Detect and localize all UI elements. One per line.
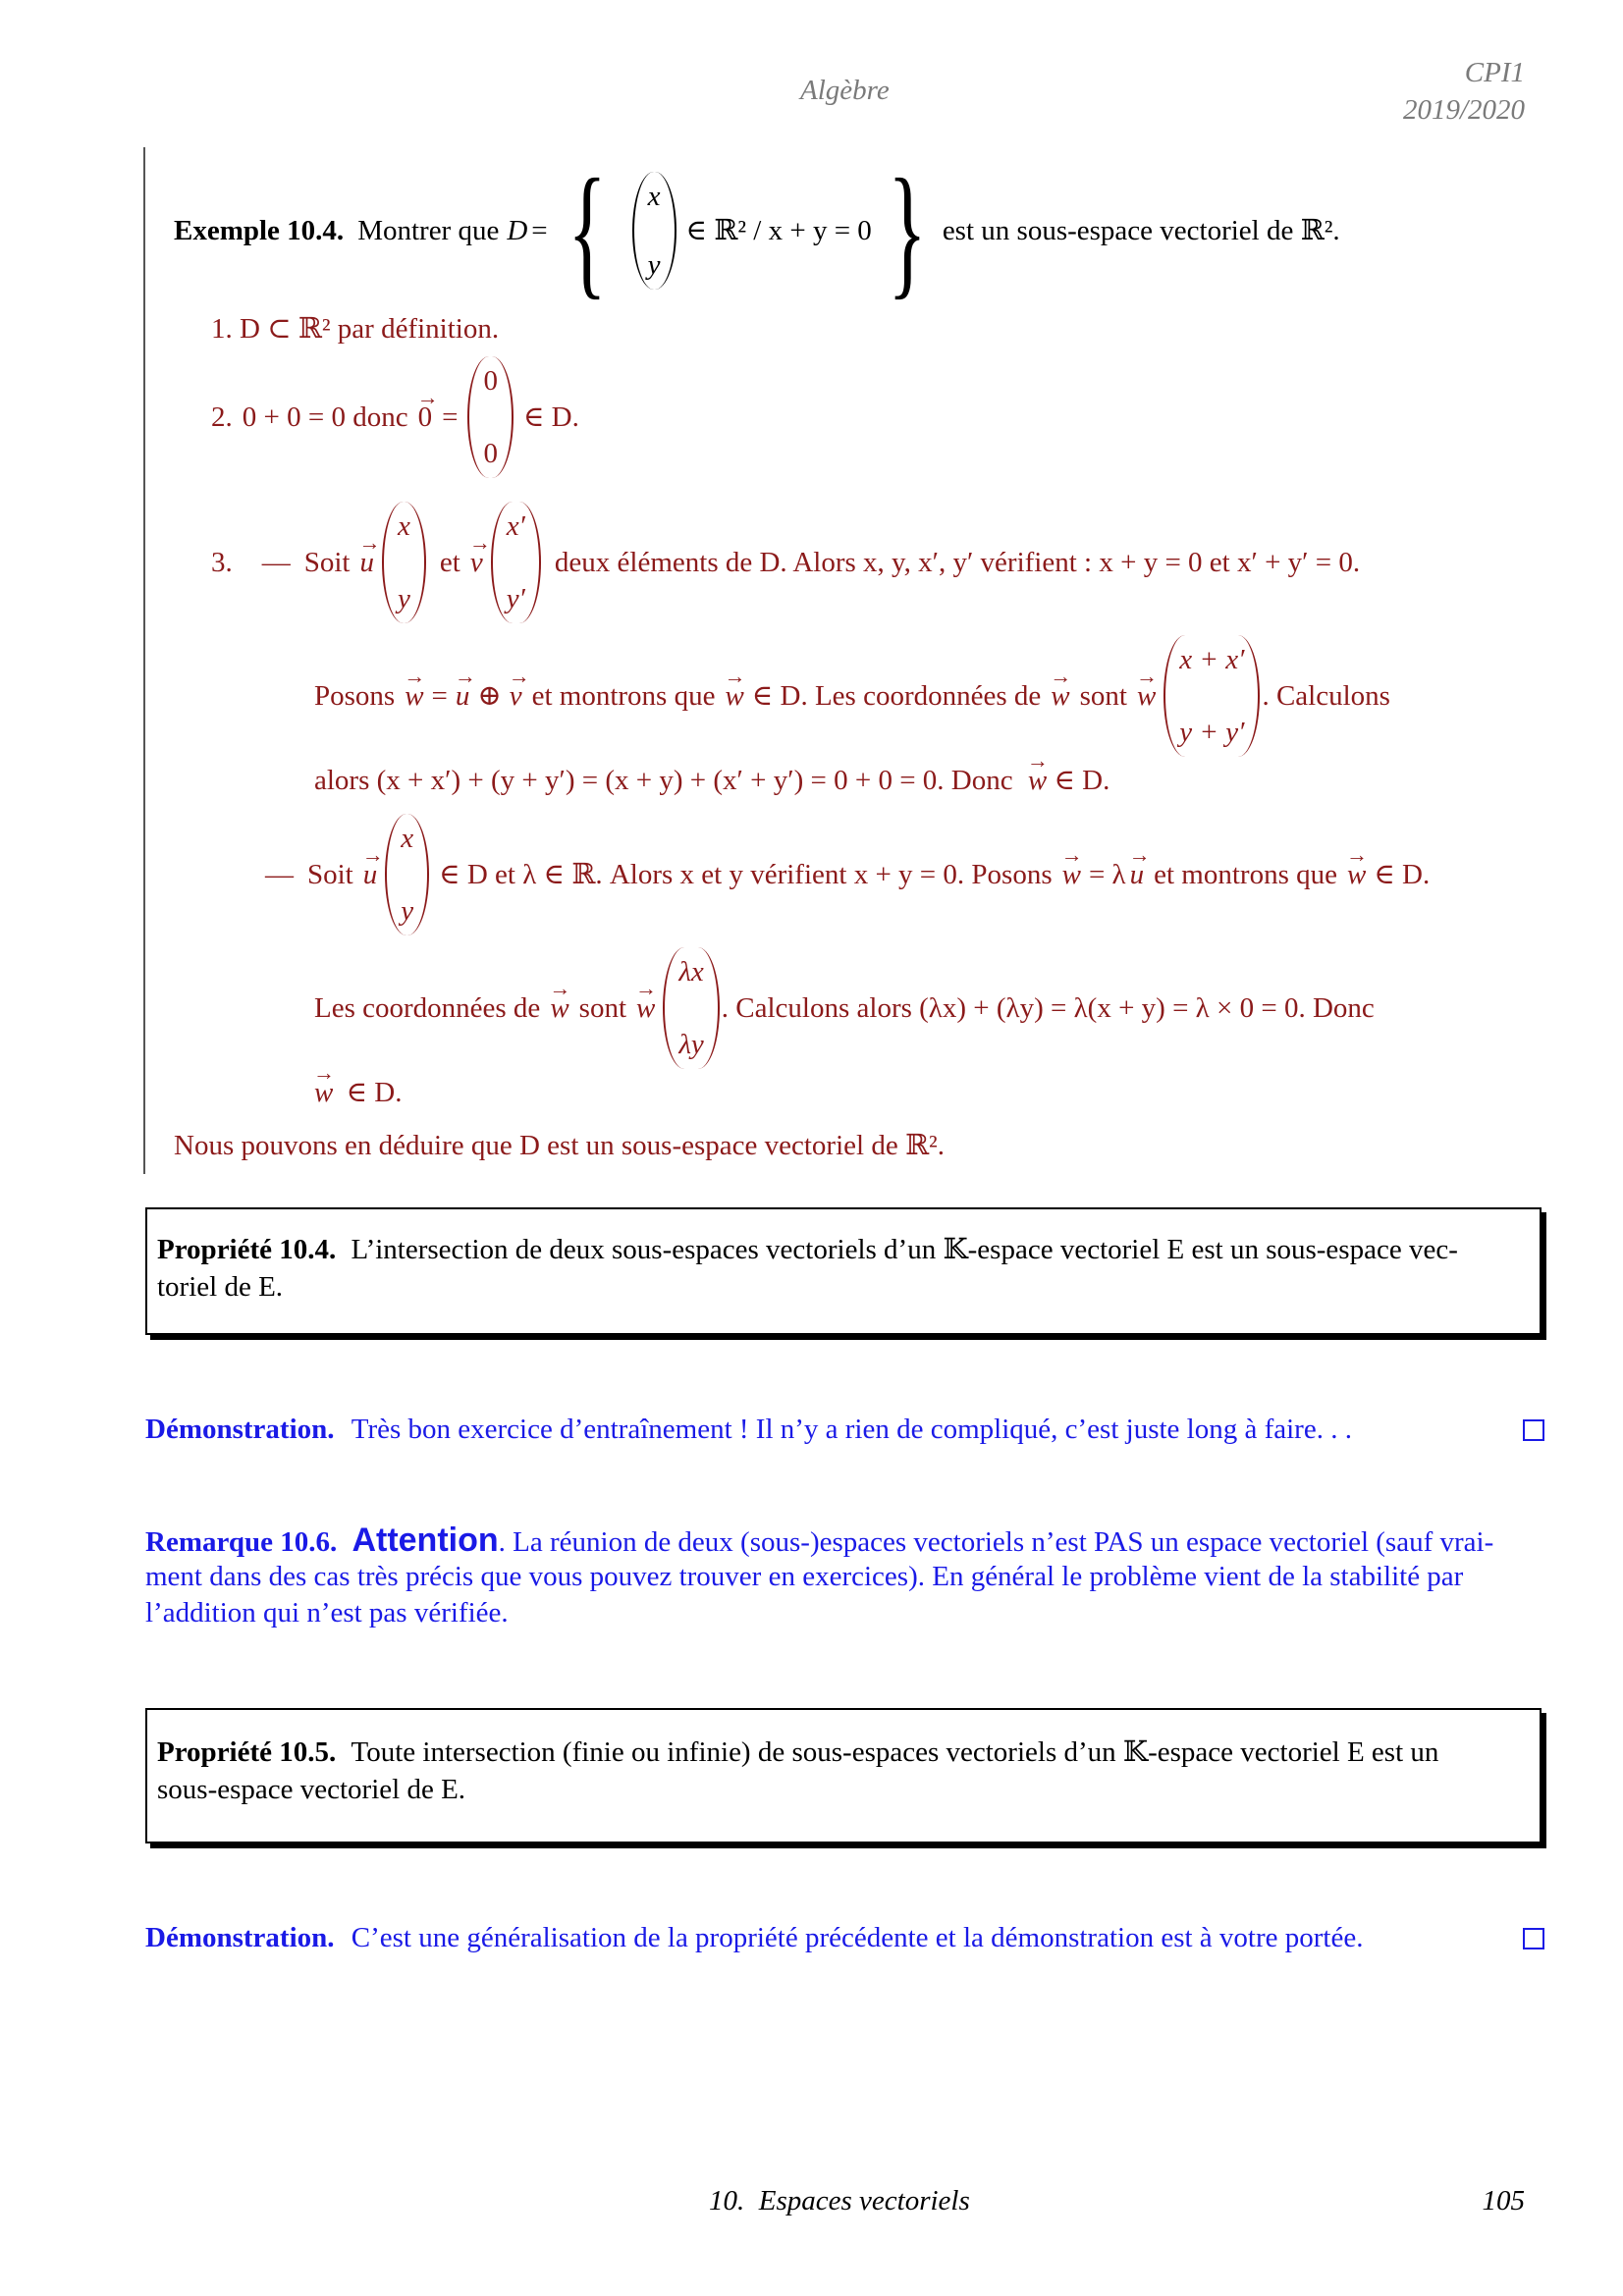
sont-text: sont	[578, 992, 626, 1024]
property-10-4-line2: toriel de E.	[157, 1271, 284, 1303]
vector-v-top: x′	[506, 510, 525, 542]
step-1	[211, 310, 499, 347]
property-10-4-text: L’intersection de deux sous-espaces vectoriels d’un 𝕂-espace vectoriel E est un sous-espace vec-	[351, 1234, 1458, 1265]
step-3-number: 3.	[211, 547, 233, 578]
example-conclusion: est un sous-espace vectoriel de ℝ².	[942, 215, 1340, 246]
soit-text: Soit	[307, 859, 353, 890]
demonstration-1	[145, 1411, 1352, 1448]
step-2-pre: 0 + 0 = 0 donc	[242, 401, 408, 433]
qed-square	[1523, 1928, 1544, 1949]
step-1-text: D ⊂ ℝ² par définition.	[240, 313, 500, 345]
step-2	[211, 353, 579, 481]
demonstration-2	[145, 1919, 1363, 1956]
example-label: Exemple 10.4.	[174, 215, 345, 246]
step-3f	[314, 1074, 403, 1111]
property-10-4-box	[145, 1207, 1542, 1335]
lambda-column	[663, 947, 719, 1069]
property-10-5-box	[145, 1708, 1542, 1843]
vector-w: → w	[725, 677, 743, 715]
step-3c-text: alors (x + x′) + (y + y′) = (x + y) + (x′ + y′) = 0 + 0 = 0. Donc	[314, 765, 1013, 796]
vector-u-top: x	[398, 510, 410, 542]
attention-heading: Attention	[352, 1522, 499, 1559]
property-10-5-label: Propriété 10.5.	[157, 1736, 337, 1768]
header-class: CPI1	[1464, 57, 1525, 88]
vector-v-bottom: y′	[506, 583, 525, 614]
dash: —	[265, 859, 294, 890]
step-3d-mid: ∈ D et λ ∈ ℝ. Alors x et y vérifient x + y = 0. Posons	[439, 859, 1053, 890]
vector-w-column	[1163, 635, 1260, 757]
demonstration-2-label: Démonstration.	[145, 1922, 335, 1953]
remark-line3: l’addition qui n’est pas vérifiée.	[145, 1597, 509, 1629]
right-brace: }	[888, 149, 927, 312]
remark-label: Remarque 10.6.	[145, 1526, 338, 1558]
header-subject: Algèbre	[800, 75, 890, 106]
step-3c	[314, 762, 1109, 799]
vector-w: → w	[1137, 677, 1156, 715]
calculons-text: . Calculons	[1262, 680, 1390, 712]
vector-u-top: x	[401, 823, 414, 854]
set-vector	[632, 172, 676, 290]
step-3c-post: ∈ D.	[1054, 765, 1110, 796]
footer-page-number: 105	[1482, 2185, 1525, 2216]
vector-u: → u	[456, 677, 470, 715]
et-text: et	[439, 547, 460, 578]
property-10-5-line2: sous-espace vectoriel de E.	[157, 1774, 466, 1805]
step-3e	[314, 944, 1375, 1072]
vector-u: → u	[363, 856, 378, 893]
vector-w: → w	[1051, 677, 1069, 715]
equals: =	[431, 680, 448, 712]
zero-vector: → 0	[418, 399, 433, 436]
vector-u-column	[382, 502, 426, 623]
vector-u: → u	[360, 544, 375, 581]
step-3e-pre: Les coordonnées de	[314, 992, 541, 1024]
example-final: Nous pouvons en déduire que D est un sous-espace vectoriel de ℝ².	[174, 1130, 945, 1161]
demonstration-2-text: C’est une généralisation de la propriété précédente et la démonstration est à votre portée.	[351, 1922, 1364, 1953]
step-3f-post: ∈ D.	[346, 1077, 403, 1108]
demonstration-1-label: Démonstration.	[145, 1414, 335, 1445]
step-3e-post: . Calculons alors (λx) + (λy) = λ(x + y) = λ × 0 = 0. Donc	[721, 992, 1375, 1024]
example-left-rule	[143, 147, 145, 1174]
example-intro: Montrer que	[357, 215, 500, 246]
property-10-4-label: Propriété 10.4.	[157, 1234, 337, 1265]
set-name: D	[507, 215, 528, 246]
demonstration-1-text: Très bon exercice d’entraînement ! Il n’y a rien de compliqué, c’est juste long à faire. . .	[351, 1414, 1352, 1445]
vector-w-top: x + x′	[1179, 644, 1245, 675]
equals-sign: =	[531, 215, 548, 246]
step-2-number: 2.	[211, 401, 233, 433]
left-brace: {	[567, 149, 607, 312]
soit-text: Soit	[303, 547, 351, 578]
vector-v-column	[491, 502, 541, 623]
step-3b	[314, 632, 1390, 760]
vector-v: → v	[510, 677, 522, 715]
zero-column-bottom: 0	[483, 438, 498, 469]
step-3d-post: ∈ D.	[1374, 859, 1431, 890]
vector-u-bottom: y	[398, 583, 410, 614]
step-3d-mid2: et montrons que	[1154, 859, 1337, 890]
remark-text-1: . La réunion de deux (sous-)espaces vectoriels n’est PAS un espace vectoriel (sauf vrai-	[498, 1526, 1494, 1558]
set-vector-bottom: y	[647, 249, 661, 281]
lambda-column-bottom: λy	[678, 1029, 704, 1060]
vector-w: → w	[550, 989, 568, 1027]
step-3a	[211, 499, 1360, 626]
set-condition: ∈ ℝ² / x + y = 0	[685, 215, 872, 246]
lambda-eq: = λ	[1088, 859, 1126, 890]
oplus: ⊕	[477, 680, 502, 712]
step-2-equals: =	[442, 401, 459, 433]
zero-column	[467, 356, 514, 478]
dash: —	[261, 547, 291, 578]
vector-u: → u	[1130, 856, 1145, 893]
example-statement	[174, 149, 1340, 312]
step-1-number: 1.	[211, 313, 233, 345]
vector-w: → w	[314, 1074, 333, 1111]
header-year: 2019/2020	[1402, 94, 1525, 126]
remark-line1	[145, 1522, 1493, 1561]
step-3b-mid2: ∈ D. Les coordonnées de	[751, 680, 1042, 712]
step-3b-mid: et montrons que	[531, 680, 716, 712]
step-3a-rest: deux éléments de D. Alors x, y, x′, y′ vérifient : x + y = 0 et x′ + y′ = 0.	[554, 547, 1361, 578]
vector-w-bottom: y + y′	[1179, 717, 1245, 748]
vector-w: → w	[1028, 762, 1047, 799]
step-2-post: ∈ D.	[522, 401, 579, 433]
vector-w: → w	[405, 677, 423, 715]
footer-chapter: 10. Espaces vectoriels	[709, 2185, 970, 2216]
vector-w: → w	[1062, 856, 1081, 893]
vector-v: → v	[470, 544, 483, 581]
remark-line2: ment dans des cas très précis que vous pouvez trouver en exercices). En général le problème vient de la stabilité par	[145, 1561, 1464, 1592]
step-3d	[265, 811, 1430, 938]
sont-text: sont	[1079, 680, 1127, 712]
vector-w: → w	[1347, 856, 1366, 893]
lambda-column-top: λx	[678, 956, 704, 988]
vector-u-bottom: y	[401, 895, 414, 927]
qed-square	[1523, 1419, 1544, 1441]
posons-text: Posons	[314, 680, 396, 712]
vector-u-column	[385, 814, 429, 935]
property-10-5-line1	[157, 1734, 1438, 1771]
property-10-4-line1	[157, 1231, 1458, 1268]
zero-column-top: 0	[483, 365, 498, 397]
property-10-5-text: Toute intersection (finie ou infinie) de sous-espaces vectoriels d’un 𝕂-espace vectoriel E est un	[351, 1736, 1439, 1768]
set-vector-top: x	[647, 181, 661, 212]
vector-w: → w	[636, 989, 655, 1027]
